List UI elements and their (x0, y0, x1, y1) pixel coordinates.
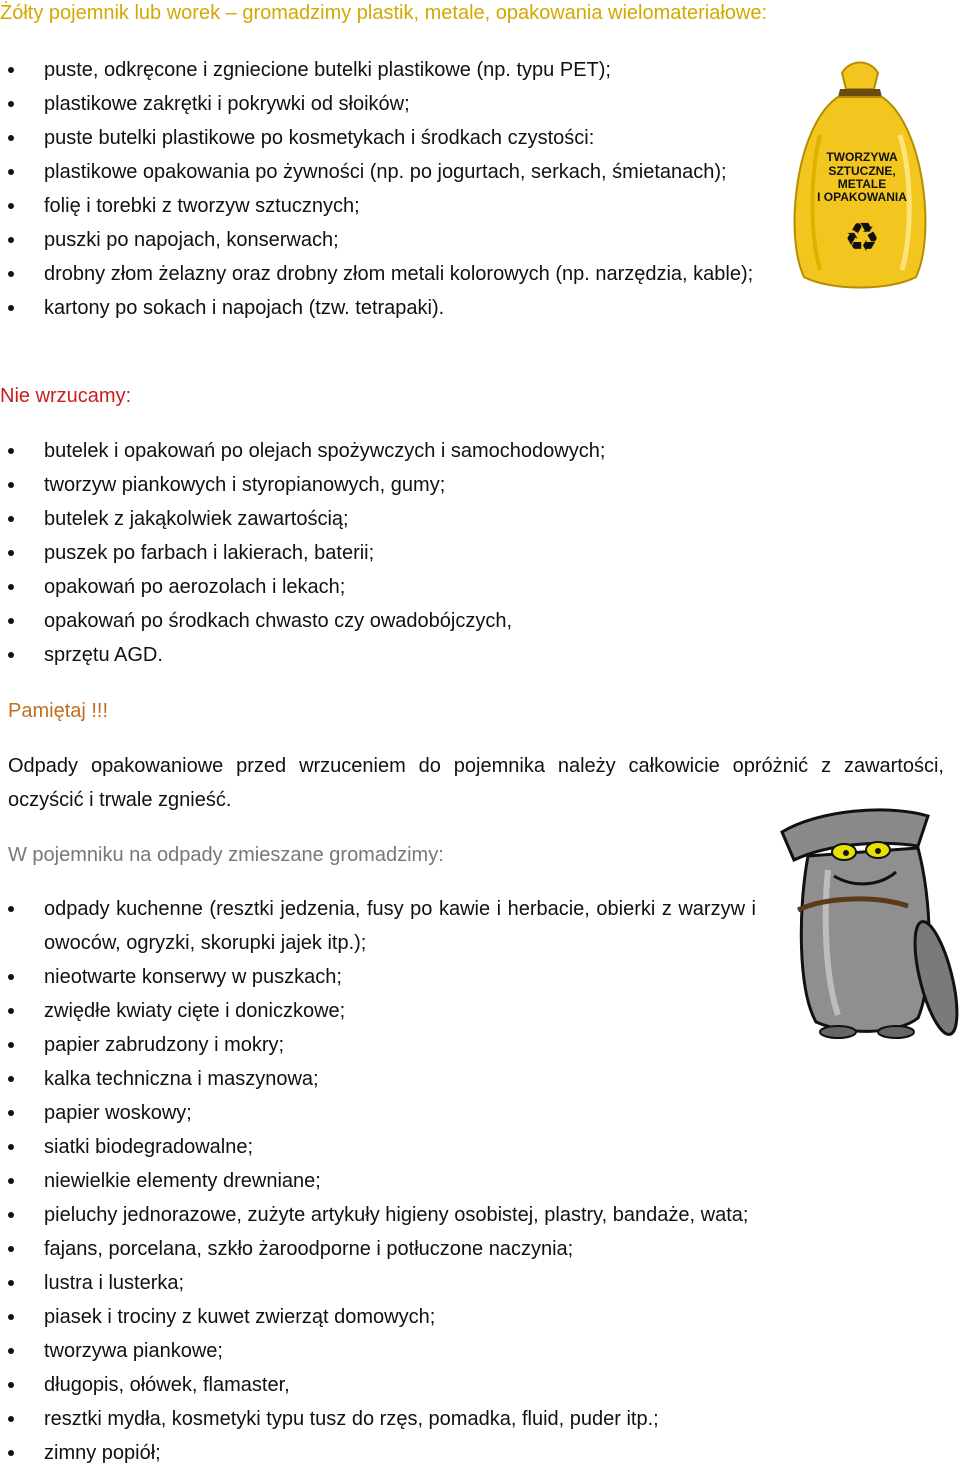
list-item: tworzyw piankowych i styropianowych, gumy; (0, 468, 900, 502)
bag-label (817, 150, 907, 204)
list-item: zimny popiół; (0, 1436, 920, 1470)
list-item: papier woskowy; (0, 1096, 920, 1130)
bag-label-line: SZTUCZNE, (828, 164, 896, 178)
list-item: opakowań po środkach chwasto czy owadobójczych, (0, 604, 900, 638)
list-item: puste, odkręcone i zgniecione butelki plastikowe (np. typu PET); (0, 53, 760, 87)
list-item: odpady kuchenne (resztki jedzenia, fusy po kawie i herbacie, obierki z warzyw i owoców, ogryzki, skorupki jajek itp.); (0, 892, 756, 960)
list-item: folię i torebki z tworzyw sztucznych; (0, 189, 760, 223)
list-item: plastikowe opakowania po żywności (np. po jogurtach, serkach, śmietanach); (0, 155, 760, 189)
list-item: opakowań po aerozolach i lekach; (0, 570, 900, 604)
list-item: niewielkie elementy drewniane; (0, 1164, 920, 1198)
bag-label-line: I OPAKOWANIA (817, 190, 907, 204)
recycling-bag-illustration (790, 55, 930, 290)
list-item: piasek i trociny z kuwet zwierząt domowych; (0, 1300, 920, 1334)
bag-label-line: TWORZYWA (826, 150, 898, 164)
list-item: papier zabrudzony i mokry; (0, 1028, 920, 1062)
list-item: resztki mydła, kosmetyki typu tusz do rzęs, pomadka, fluid, puder itp.; (0, 1402, 920, 1436)
list-item: puszek po farbach i lakierach, baterii; (0, 536, 900, 570)
yellow-bin-heading: Żółty pojemnik lub worek – gromadzimy plastik, metale, opakowania wielomateriałowe: (0, 2, 768, 24)
list-item: fajans, porcelana, szkło żaroodporne i potłuczone naczynia; (0, 1232, 920, 1266)
list-item: tworzywa piankowe; (0, 1334, 920, 1368)
list-item: drobny złom żelazny oraz drobny złom metali kolorowych (np. narzędzia, kable); (0, 257, 760, 291)
list-item: puste butelki plastikowe po kosmetykach i środkach czystości: (0, 121, 760, 155)
not-allowed-heading: Nie wrzucamy: (0, 385, 132, 407)
bag-label-line: METALE (837, 177, 887, 191)
list-item: kalka techniczna i maszynowa; (0, 1062, 920, 1096)
list-item: kartony po sokach i napojach (tzw. tetrapaki). (0, 291, 760, 325)
list-item: plastikowe zakrętki i pokrywki od słoików; (0, 87, 760, 121)
recycle-icon: ♻ (844, 215, 880, 261)
remember-heading: Pamiętaj !!! (8, 700, 109, 722)
mixed-waste-heading: W pojemniku na odpady zmieszane gromadzimy: (8, 844, 444, 866)
list-item: zwiędłe kwiaty cięte i doniczkowe; (0, 994, 920, 1028)
list-item: nieotwarte konserwy w puszkach; (0, 960, 920, 994)
list-item: siatki biodegradowalne; (0, 1130, 920, 1164)
list-item: puszki po napojach, konserwach; (0, 223, 760, 257)
yellow-bin-list (0, 53, 760, 325)
list-item: pieluchy jednorazowe, zużyte artykuły higieny osobistej, plastry, bandaże, wata; (0, 1198, 920, 1232)
trash-can-illustration (768, 800, 960, 1040)
list-item: butelek z jakąkolwiek zawartością; (0, 502, 900, 536)
not-allowed-list (0, 434, 900, 672)
list-item: długopis, ołówek, flamaster, (0, 1368, 920, 1402)
list-item: lustra i lusterka; (0, 1266, 920, 1300)
list-item: sprzętu AGD. (0, 638, 900, 672)
list-item: butelek i opakowań po olejach spożywczych i samochodowych; (0, 434, 900, 468)
remember-text: Odpady opakowaniowe przed wrzuceniem do pojemnika należy całkowicie opróżnić z zawartości, oczyścić i trwale zgnieść. (8, 755, 944, 811)
